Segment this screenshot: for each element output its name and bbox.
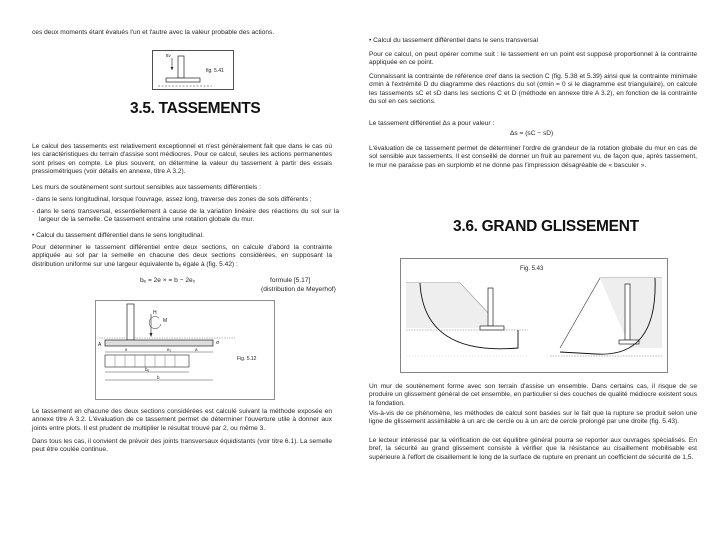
figure-5-41 [152,50,234,90]
fig-542-label-e0: e₀ [167,347,172,352]
formula-ref: formule [5.17] [270,277,311,284]
paragraph-differential-value: Le tassement différentiel Δs a pour valeur : [369,120,495,127]
formula-note: (distribution de Meyerhof) [261,286,336,293]
bullet-longitudinal: • Calcul du tassement différentiel dans le sens longitudinal. [32,232,332,240]
fig-542-caption: Fig. 5.12 [237,356,257,362]
fig-543-caption: Fig. 5.43 [520,266,544,272]
fig-542-label-sigma: σ [216,340,220,346]
figure-5-43 [400,258,668,373]
formula-delta-s: Δs = (sC − sD) [510,130,554,137]
paragraph-tassements-intro: Le calcul des tassements est relativement exceptionnel et n'est généralement fait que dans le cas où les caractéristiques du terrain d'assise sont médiocres. Pour ce calcul, seules les actions permanentes sont prises en compte. Le plus souvent, on détermine la valeur du tassement à partir des essais pressiométriques (voir détails en annexe, titre A 3.2). [32,143,332,175]
paragraph-joints: Dans tous les cas, il convient de prévoir des joints transversaux équidistants (voir titre 6.1). La semelle peut être coulée continue. [32,438,332,454]
section-heading-grand-glissement: 3.6. GRAND GLISSEMENT [453,218,639,235]
formula-be: bₑ = 2e × = b − 2e₀ [140,277,196,284]
paragraph-section-method: Pour déterminer le tassement différentiel entre deux sections, on calcule d'abord la contrainte appliquée au sol par la semelle en chacune des deux sections considérées, en supposant la distribution uniforme sur une largeur équivalente bₑ égale à (fig. 5.42) : [32,244,332,268]
paragraph-settlement-calc: Le tassement en chacune des deux sections considérées est calculé suivant la méthode exposée en annexe titre A 3.2. L'évaluation de ce tassement permet de déterminer l'ouverture utile à donner aux joints entre plots. Il est prudent de multiplier le résultat trouvé par 2, ou même 3. [32,408,332,432]
intro-line: ces deux moments étant évalués l'un et l'autre avec la valeur probable des actions. [32,29,275,36]
fig-543-right-wall [625,284,630,340]
fig-542-wall [127,304,134,340]
footing [166,78,200,82]
fig-542-footing [105,340,213,346]
fig-542-pressure-block [105,355,189,367]
paragraph-slip-line: Vis-à-vis de ce phénomène, les méthodes de calcul sont basées sur le fait que la rupture se produit selon une ligne de glissement assimilable à un arc de cercle ou à un arc de cercle prolongé par une droite (fig. 5.43). [369,410,697,426]
bullet-transversal: • Calcul du tassement différentiel dans le sens transversal [369,37,669,45]
list-item-transversal: - dans le sens transversal, essentiellement à cause de la variation linéaire des réactions du sol sur la largeur de la semelle. Ce tassement entraîne une rotation globale du mur. [32,208,339,224]
list-item-longitudinal: - dans le sens longitudinal, lorsque l'ouvrage, assez long, traverse des zones de sols différents ; [32,196,312,203]
fig-543-left-wall [488,288,493,326]
section-heading-tassements: 3.5. TASSEMENTS [130,100,261,117]
fig-542-label-m: M [163,318,168,324]
right-page [360,0,720,540]
fig-542-label-a: a [195,347,198,352]
fig-542-label-a-point: A [98,342,102,348]
fig-542-label-x: x [125,347,128,352]
figure-5-42 [95,300,275,400]
wall-stem [178,56,184,78]
paragraph-safety-factor: Le lecteur intéressé par la vérification de cet équilibre général pourra se reporter aux ouvrages spécialisés. En bref, la sécurité au grand glissement consiste à vérifier que la résistance au cisaillement mobilisable est supérieure à l'effort de cisaillement le long de la surface de rupture en prenant un coefficient de sécurité de 1,5. [369,437,697,461]
paragraph-rotation: L'évaluation de ce tassement permet de déterminer l'ordre de grandeur de la rotation globale du mur en cas de sol sensible aux tassements. Il est conseillé de donner un fruit au parement vu, de façon que, après tassement, le mur ne paraisse pas en surplomb et ne donne pas l'impression désagréable de « basculer ». [369,145,697,169]
fig-541-label: fig. 5.41 [206,68,224,74]
paragraph-proportional: Pour ce calcul, on peut opérer comme suit : le tassement en un point est supposé proportionnel à la contrainte appliquée en ce point. [369,51,697,67]
fig-542-label-b: b [157,375,160,380]
fig-542-label-be: bₑ [145,367,150,372]
paragraph-reference-stress: Connaissant la contrainte de référence σref dans la section C (fig. 5.38 et 5.39) ainsi que la contrainte minimale σmin à l'extrémité D du diagramme des réactions du sol (σmin = 0 si le diagramme est triangulaire), on calcule les tassements sC et sD dans les sections C et D (méthode en annexe titre A 3.2), en fonction de la contrainte du sol en ces sections. [369,73,697,105]
paragraph-differential: Les murs de soutènement sont surtout sensibles aux tassements différentiels : [32,184,261,191]
fig-542-label-h: H [153,310,157,316]
paragraph-ensemble: Un mur de soutènement forme avec son terrain d'assise un ensemble. Dans certains cas, il risque de se produire un glissement général de cet ensemble, en particulier si des couches de qualité médiocre existent sous la fondation. [369,383,697,407]
fig-541-tag: ttv [166,53,171,58]
